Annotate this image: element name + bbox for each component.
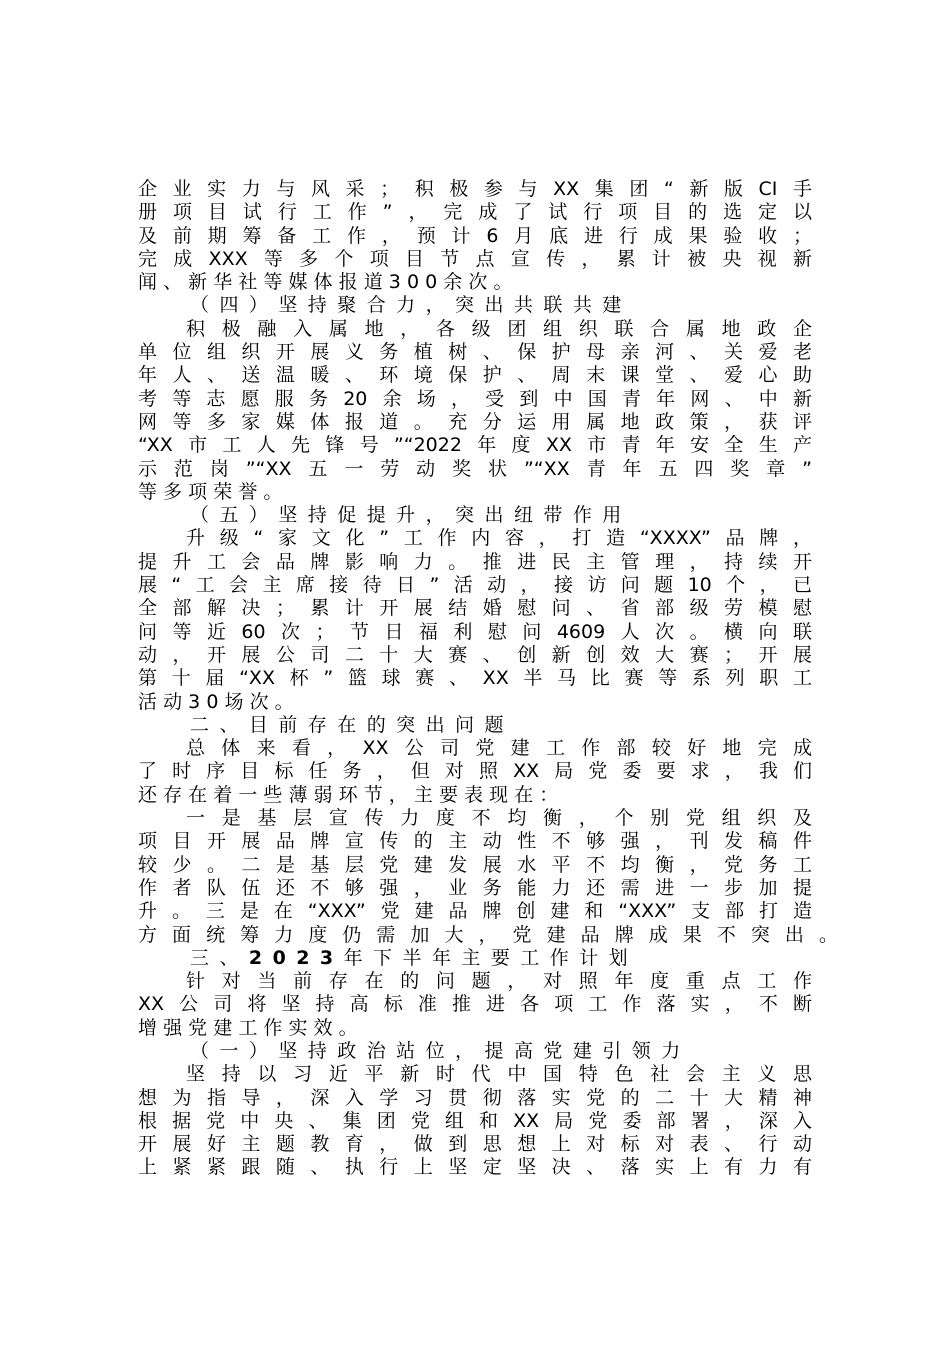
body-line: 想为指导，深入学习贯彻落实党的二十大精神 bbox=[138, 1086, 812, 1109]
body-line: 年人、送温暖、环境保护、周末课堂、爱心助 bbox=[138, 364, 812, 387]
paragraph-first-line: 总体来看，XX公司党建工作部较好地完成 bbox=[186, 737, 812, 760]
body-line: 开展好主题教育，做到思想上对标对表、行动 bbox=[138, 1133, 812, 1156]
body-line: 册项目试行工作”，完成了试行项目的选定以 bbox=[138, 201, 812, 224]
body-line: 根据党中央、集团党组和XX局党委部署，深入 bbox=[138, 1109, 812, 1132]
body-line: 全部解决；累计开展结婚慰问、省部级劳模慰 bbox=[138, 597, 812, 620]
body-line-last: 还存在着一些薄弱环节，主要表现在： bbox=[138, 783, 565, 806]
body-line: 及前期筹备工作，预计6月底进行成果验收； bbox=[138, 224, 812, 247]
body-line-last: 等多项荣誉。 bbox=[138, 480, 289, 503]
body-line: 第十届“XX杯”篮球赛、XX半马比赛等系列职工 bbox=[138, 667, 812, 690]
body-line: 单位组织开展义务植树、保护母亲河、关爱老 bbox=[138, 341, 812, 364]
body-line: 较少。二是基层党建发展水平不均衡，党务工 bbox=[138, 853, 812, 876]
body-line-last: 增强党建工作实效。 bbox=[138, 1016, 364, 1039]
body-line: 企业实力与风采；积极参与XX集团“新版CI手 bbox=[138, 178, 812, 200]
body-line: 项目开展品牌宣传的主动性不够强，刊发稿件 bbox=[138, 830, 812, 853]
heading-suffix: 年下半年主要工作计划 bbox=[343, 946, 639, 969]
body-line: 完成XXX等多个项目节点宣传，累计被央视新 bbox=[138, 247, 812, 270]
section-heading-5: （五）坚持促提升，突出纽带作用 bbox=[190, 504, 632, 527]
paragraph-first-line: 坚持以习近平新时代中国特色社会主义思 bbox=[186, 1063, 812, 1086]
paragraph-first-line: 针对当前存在的问题，对照年度重点工作 bbox=[186, 970, 812, 993]
body-line: 问等近60次；节日福利慰问4609人次。横向联 bbox=[138, 620, 812, 643]
section-heading-two: 二、目前存在的突出问题 bbox=[190, 713, 514, 736]
body-line: 网等多家媒体报道。充分运用属地政策，获评 bbox=[138, 410, 812, 433]
body-line: “XX市工人先锋号”“2022年度XX市青年安全生产 bbox=[138, 434, 812, 457]
section-heading-three bbox=[138, 947, 812, 970]
body-line: 提升工会品牌影响力。推进民主管理，持续开 bbox=[138, 550, 812, 573]
body-line: 上紧紧跟随、执行上坚定坚决、落实上有力有 bbox=[138, 1156, 812, 1179]
body-line: 示范岗”“XX五一劳动奖状”“XX青年五四奖章” bbox=[138, 457, 812, 480]
body-line-last: 闻、新华社等媒体报道300余次。 bbox=[138, 271, 519, 294]
body-line: XX公司将坚持高标准推进各项工作落实，不断 bbox=[138, 993, 812, 1016]
paragraph-first-line: 积极融入属地，各级团组织联合属地政企 bbox=[186, 317, 812, 340]
section-heading-1: （一）坚持政治站位，提高党建引领力 bbox=[190, 1039, 691, 1062]
heading-prefix: 三、 bbox=[190, 946, 249, 969]
body-line: 考等志愿服务20余场，受到中国青年网、中新 bbox=[138, 387, 812, 410]
body-line: 升。三是在“XXX”党建品牌创建和“XXX”支部打造 bbox=[138, 900, 812, 923]
body-line: 动，开展公司二十大赛、创新创效大赛；开展 bbox=[138, 643, 812, 666]
body-line-wide: 方面统筹力度仍需加大，党建品牌成果不突出。 bbox=[138, 923, 838, 946]
body-line: 作者队伍还不够强，业务能力还需进一步加提 bbox=[138, 876, 812, 899]
section-heading-4: （四）坚持聚合力，突出共联共建 bbox=[190, 294, 632, 317]
paragraph-first-line: 升级“家文化”工作内容，打造“XXXX”品牌， bbox=[186, 527, 812, 550]
heading-year: 2023 bbox=[248, 946, 344, 969]
body-line-last: 活动30场次。 bbox=[138, 690, 300, 713]
body-line: 了时序目标任务，但对照XX局党委要求，我们 bbox=[138, 760, 812, 783]
document-body bbox=[138, 178, 838, 1180]
paragraph-first-line: 一是基层宣传力度不均衡，个别党组织及 bbox=[186, 807, 812, 830]
body-line: 展“工会主席接待日”活动，接访问题10个，已 bbox=[138, 574, 812, 597]
